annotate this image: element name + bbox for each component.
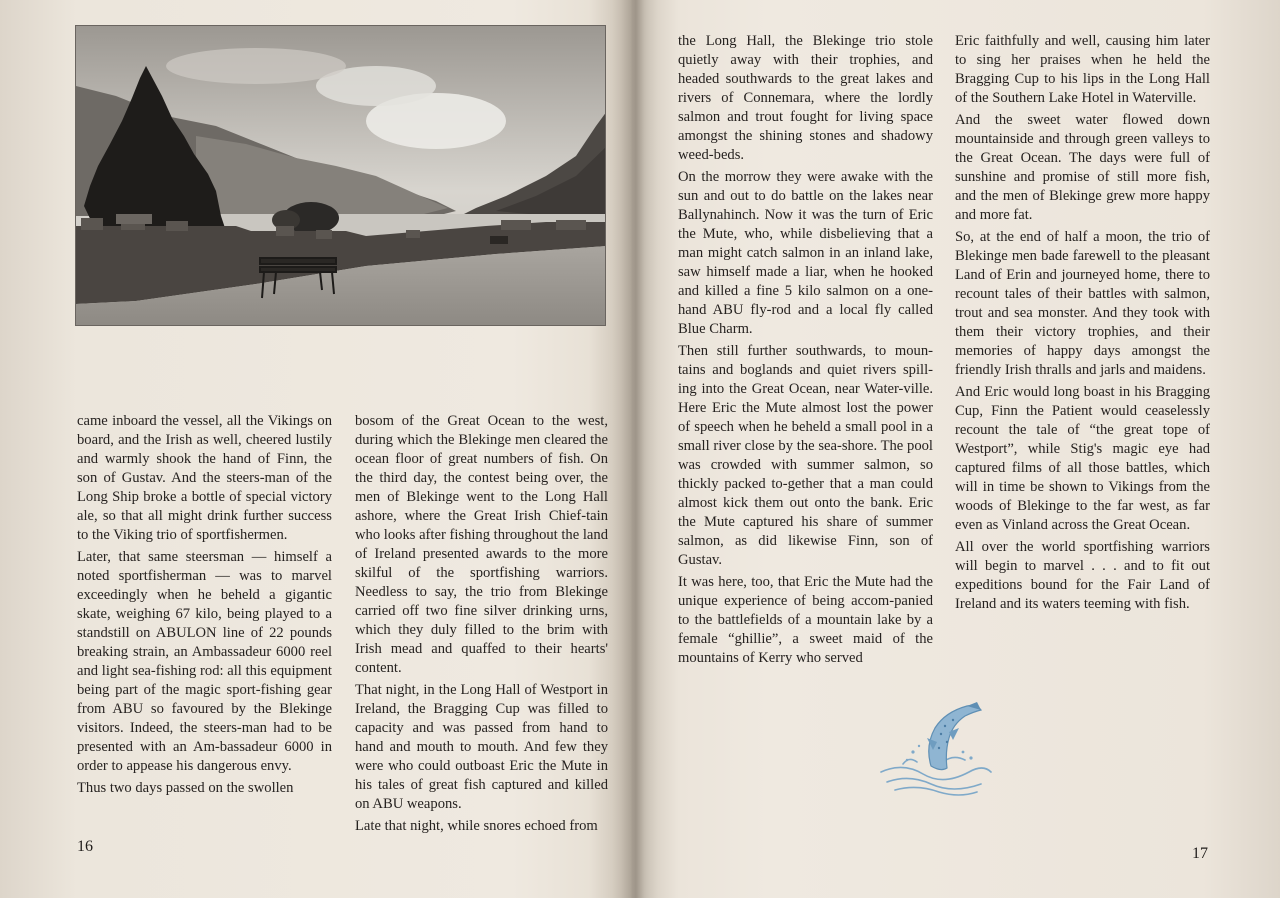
paragraph: And the sweet water flowed down mountainside and through green valleys to the Great Ocean. The days were full of sunshine and promise of still more fish, and the men of Blekinge grew more happy and more fat.: [955, 112, 1210, 223]
page-number-right: 17: [1192, 845, 1208, 862]
left-page-column-1: [77, 412, 332, 801]
paragraph: And Eric would long boast in his Bragging Cup, Finn the Patient would ceaselessly recount the tale of “the great tope of Westport”, while Stig's magic eye had captured films of all those battles, which will in time be shown to Vikings from the woods of Blekinge to the far west, as far even as Vinland across the Great Ocean.: [955, 384, 1210, 533]
paragraph: All over the world sportfishing warriors will begin to marvel . . . and to fit out expeditions bound for the Fair Land of Ireland and its waters teeming with fish.: [955, 539, 1210, 612]
paragraph: came inboard the vessel, all the Vikings on board, and the Irish as well, cheered lustily and warmly shook the hand of Finn, the son of Gustav. And the steers-man of the Long Ship broke a bottle of special victory ale, so that all might drink further success to the Viking trio of sportfishermen.: [77, 413, 332, 543]
paragraph: the Long Hall, the Blekinge trio stole quietly away with their trophies, and headed southwards to the great lakes and rivers of Connemara, where the lordly salmon and trout fought for living space amongst the shining stones and shadowy weed-beds.: [678, 33, 933, 163]
right-page-column-1: [678, 32, 933, 671]
paragraph: Eric faithfully and well, causing him later to sing her praises when he held the Bragging Cup to his lips in the Long Hall of the Southern Lake Hotel in Waterville.: [955, 33, 1210, 106]
lakeside-terrace-photo: [75, 25, 606, 326]
paragraph: Thus two days passed on the swollen: [77, 780, 294, 796]
paragraph: It was here, too, that Eric the Mute had the unique experience of being accom-panied to the battlefields of a mountain lake by a female “ghillie”, a sweet maid of the mountains of Kerry who served: [678, 574, 933, 666]
paragraph: That night, in the Long Hall of Westport in Ireland, the Bragging Cup was filled to capacity and was passed from hand to hand and mouth to mouth. And few they were who could outboast Eric the Mute in his tales of great fish captured and killed on ABU weapons.: [355, 682, 608, 812]
paragraph: So, at the end of half a moon, the trio of Blekinge men bade farewell to the pleasant Land of Erin and journeyed home, there to recount tales of their battles with salmon, trout and sea monster. And they took with them their victory trophies, and their memories of happy days amongst the friendly Irish thralls and jarls and maidens.: [955, 229, 1210, 378]
paragraph: On the morrow they were awake with the sun and out to do battle on the lakes near Ballynahinch. Now it was the turn of Eric the Mute, who, while disbelieving that a man might catch salmon in an inland lake, saw himself made a liar, when he hooked and killed a fine 5 kilo salmon on a one-hand ABU fly-rod and a local fly called Blue Charm.: [678, 169, 933, 337]
paragraph: bosom of the Great Ocean to the west, during which the Blekinge men cleared the ocean floor of great numbers of fish. On the third day, the contest being over, the men of Blekinge went to the Long Hall ashore, where the Great Irish Chief-tain who looks after fishing throughout the land of Ireland presented awards to the more skilful of the sportfishing warriors. Needless to say, the trio from Blekinge carried off two fine silver drinking urns, which they duly filled to the brim with Irish mead and quaffed to their hearts' content.: [355, 413, 608, 676]
book-gutter: [612, 0, 658, 898]
leaping-salmon-illustration: [873, 702, 995, 798]
page-number-left: 16: [77, 838, 93, 855]
paragraph: Later, that same steersman — himself a noted sportfisherman — was to marvel exceedingly when he beheld a gigantic skate, weighing 67 kilo, being played to a standstill on ABULON line of 22 pounds breaking strain, an Ambassadeur 6000 reel and light sea-fishing rod: all this equipment being part of the magic sport-fishing gear from ABU so favoured by the Blekinge visitors. Indeed, the steers-man had to be presented with an Am-bassadeur 6000 in order to appease his dangerous envy.: [77, 549, 332, 774]
right-page-column-2: [955, 32, 1210, 617]
paragraph: Then still further southwards, to moun-tains and boglands and quiet rivers spill-ing into the Great Ocean, near Water-ville. Here Eric the Mute almost lost the power of speech when he beheld a small pool in a small river close by the sea-shore. The pool was crowded with summer salmon, so thickly packed to-gether that a man could almost kick them out onto the bank. Eric the Mute captured his share of summer salmon, as did likewise Finn, son of Gustav.: [678, 343, 933, 568]
left-page-column-2: [355, 412, 608, 839]
paragraph: Late that night, while snores echoed from: [355, 818, 598, 834]
